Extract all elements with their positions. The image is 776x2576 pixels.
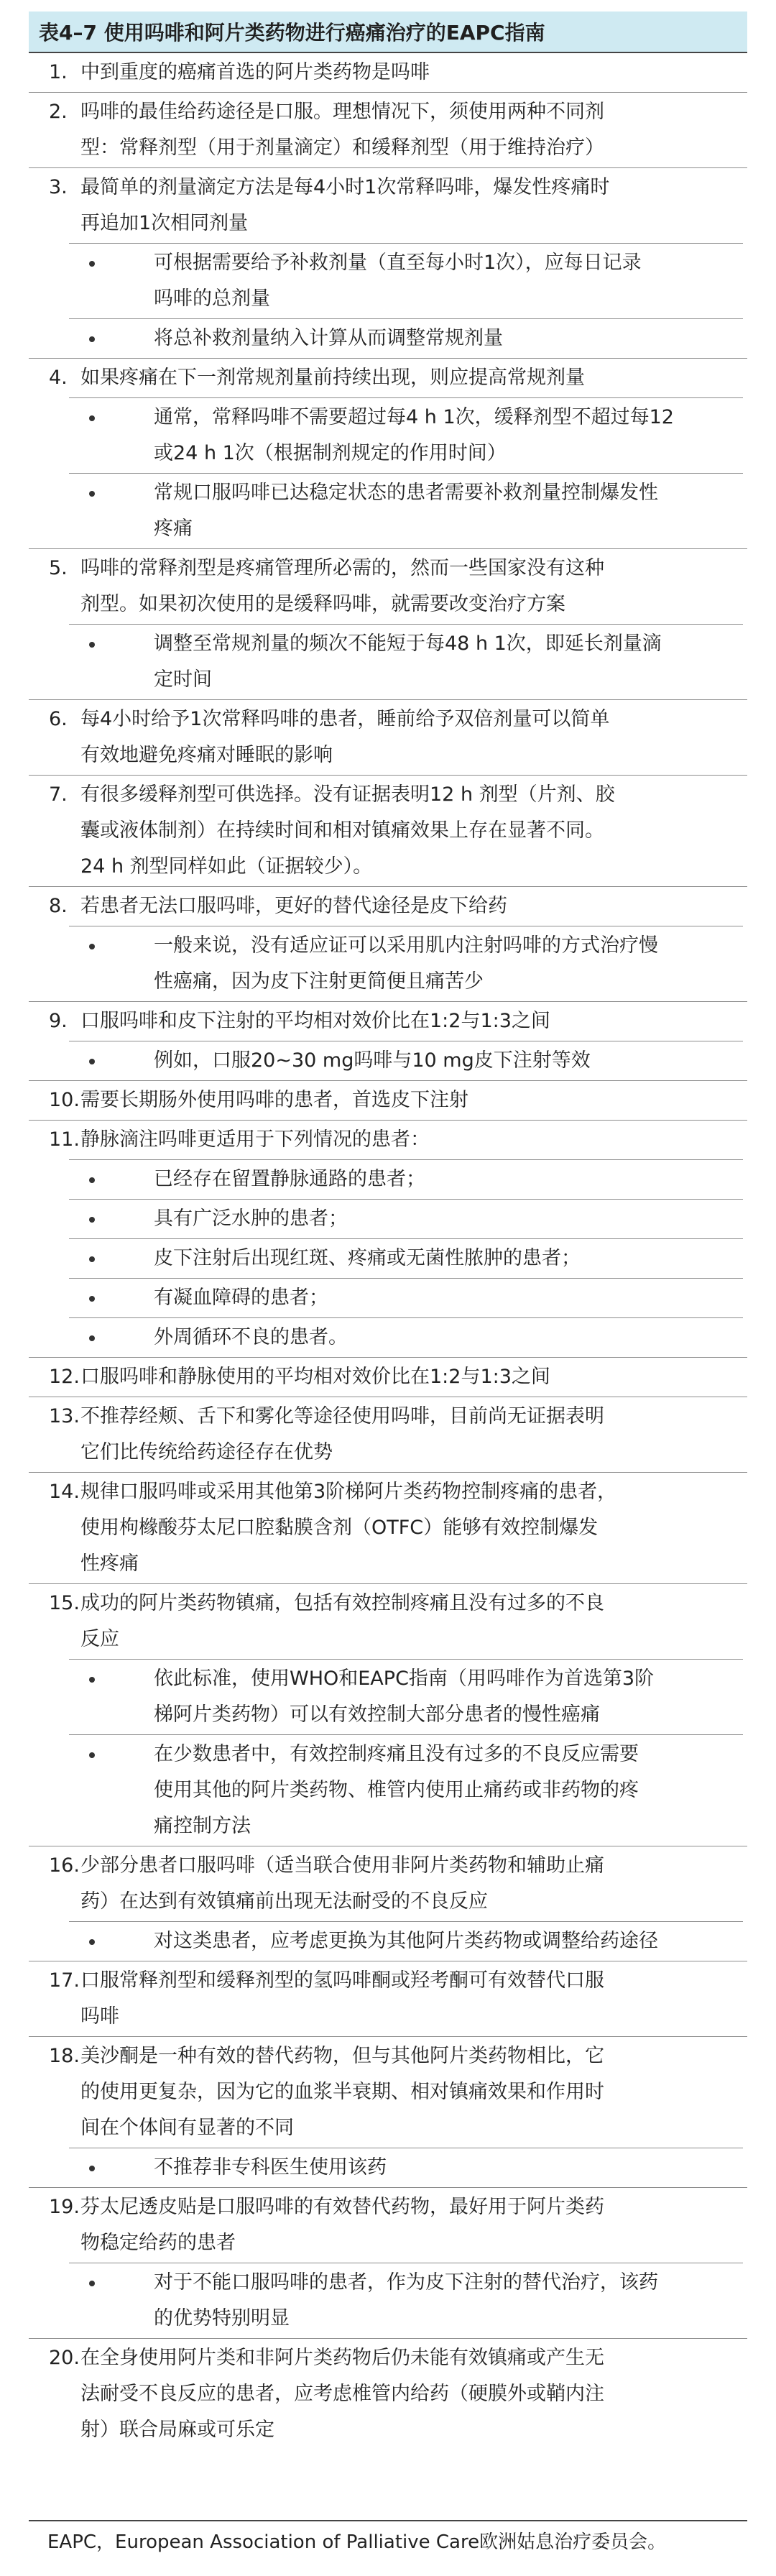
guideline-text-line: 24 h 剂型同样如此（证据较少）。	[80, 855, 373, 878]
guideline-text-line: 它们比传统给药途径存在优势	[80, 1441, 333, 1463]
guideline-text-line: 4. 如果疼痛在下一剂常规剂量前持续出现，则应提高常规剂量	[49, 360, 743, 396]
row-divider	[69, 1317, 743, 1318]
guideline-bullet	[69, 1201, 743, 1237]
bullet-text-line: 具有广泛水肿的患者；	[154, 1208, 348, 1230]
guideline-text-line: 8. 若患者无法口服吗啡，更好的替代途径是皮下给药	[49, 888, 743, 924]
row-divider	[29, 1001, 747, 1002]
guideline-item	[29, 1082, 747, 1118]
bullet-text-line: 例如，口服20~30 mg吗啡与10 mg皮下注射等效	[154, 1049, 591, 1072]
bullet-text-line: 皮下注射后出现红斑、疼痛或无菌性脓肿的患者；	[154, 1247, 581, 1269]
top-rule	[29, 52, 747, 53]
bullet-dot-icon	[89, 336, 95, 342]
bullet-text-line: 已经存在留置静脉通路的患者；	[154, 1168, 425, 1190]
guideline-bullet-list	[49, 1921, 743, 1959]
guideline-number: 16.	[49, 1854, 80, 1877]
guideline-item	[29, 1963, 747, 2035]
guideline-number: 9.	[49, 1010, 68, 1032]
bullet-text-line: 将总补救剂量纳入计算从而调整常规剂量	[154, 327, 503, 349]
guideline-text-line: 1. 中到重度的癌痛首选的阿片类药物是吗啡	[49, 55, 743, 91]
guideline-text-line: 13. 不推荐经颊、舌下和雾化等途径使用吗啡，目前尚无证据表明	[49, 1399, 743, 1435]
bullet-dot-icon	[89, 2166, 95, 2171]
guideline-number: 13.	[49, 1405, 80, 1427]
guideline-text-line: 使用枸橼酸芬太尼口腔黏膜含剂（OTFC）能够有效控制爆发	[80, 1517, 599, 1539]
table-title: 表4–7 使用吗啡和阿片类药物进行癌痛治疗的EAPC指南	[39, 21, 545, 45]
guideline-item	[29, 1003, 747, 1079]
guideline-text-line: 12. 口服吗啡和静脉使用的平均相对效价比在1:2与1:3之间	[49, 1359, 743, 1395]
guideline-text-line: 17. 口服常释剂型和缓释剂型的氢吗啡酮或羟考酮可有效替代口服	[49, 1963, 743, 1999]
bullet-text-line: 可根据需要给予补救剂量（直至每小时1次），应每日记录	[154, 252, 642, 274]
bullet-dot-icon	[89, 1256, 95, 1262]
guideline-bullet	[69, 475, 743, 547]
row-divider	[69, 1659, 743, 1660]
bullet-dot-icon	[89, 1059, 95, 1064]
guideline-text-line: 15. 成功的阿片类药物镇痛，包括有效控制疼痛且没有过多的不良	[49, 1586, 743, 1622]
guideline-bullet	[69, 2265, 743, 2337]
guideline-text-line: 物稳定给药的患者	[80, 2232, 236, 2254]
bullet-text-line: 有凝血障碍的患者；	[154, 1287, 328, 1309]
bullet-text-line: 依此标准，使用WHO和EAPC指南（用吗啡作为首选第3阶	[154, 1668, 655, 1690]
guideline-number: 12.	[49, 1366, 80, 1388]
guideline-bullet-list	[49, 1659, 743, 1844]
guideline-text-line: 18. 美沙酮是一种有效的替代药物，但与其他阿片类药物相比，它	[49, 2038, 743, 2074]
guideline-number: 4.	[49, 367, 68, 389]
guideline-bullet	[69, 1162, 743, 1197]
guideline-bullet	[69, 2150, 743, 2186]
guideline-bullet-list	[49, 624, 743, 698]
guideline-bullet-list	[49, 243, 743, 356]
table-footnote: EAPC，European Association of Palliative Care欧洲姑息治疗委员会。	[47, 2531, 667, 2553]
bullet-text-line: 对这类患者，应考虑更换为其他阿片类药物或调整给药途径	[154, 1930, 658, 1952]
guideline-bullet-list	[49, 1041, 743, 1079]
bullet-dot-icon	[89, 491, 95, 497]
bullet-text-line: 调整至常规剂量的频次不能短于每48 h 1次，即延长剂量滴	[154, 632, 662, 655]
guideline-item	[29, 1474, 747, 1582]
row-divider	[69, 243, 743, 244]
guideline-bullet	[69, 1043, 743, 1079]
bullet-text-line: 不推荐非专科医生使用该药	[154, 2156, 387, 2179]
bullet-text-line: 使用其他的阿片类药物、椎管内使用止痛药或非药物的疼	[154, 1779, 639, 1801]
guideline-text-line: 性疼痛	[80, 1552, 139, 1575]
row-divider	[29, 1120, 747, 1121]
guideline-bullet	[69, 626, 743, 698]
guideline-text-line: 囊或液体制剂）在持续时间和相对镇痛效果上存在显著不同。	[80, 819, 604, 842]
bullet-dot-icon	[89, 1939, 95, 1945]
guideline-text-line: 10. 需要长期肠外使用吗啡的患者，首选皮下注射	[49, 1082, 743, 1118]
guideline-bullet	[69, 1923, 743, 1959]
guideline-item	[29, 170, 747, 356]
guideline-bullet	[69, 321, 743, 356]
bullet-dot-icon	[89, 1335, 95, 1341]
bullet-text-line: 外周循环不良的患者。	[154, 1326, 348, 1348]
bullet-text-line: 定时间	[154, 668, 212, 691]
guideline-text-line: 药）在达到有效镇痛前出现无法耐受的不良反应	[80, 1890, 488, 1913]
guideline-bullet	[69, 1320, 743, 1356]
row-divider	[69, 1238, 743, 1239]
guideline-item	[29, 777, 747, 885]
guideline-bullet-list	[49, 2263, 743, 2337]
guideline-item	[29, 1122, 747, 1356]
row-divider	[29, 1583, 747, 1584]
row-divider	[29, 167, 747, 168]
bullet-dot-icon	[89, 642, 95, 648]
guideline-bullet	[69, 928, 743, 1000]
row-divider	[69, 397, 743, 398]
bullet-dot-icon	[89, 1217, 95, 1223]
guideline-number: 11.	[49, 1128, 80, 1151]
bullet-text-line: 疼痛	[154, 518, 193, 540]
guideline-text-line: 剂型。如果初次使用的是缓释吗啡，就需要改变治疗方案	[80, 593, 565, 615]
guideline-number: 3.	[49, 176, 68, 198]
bullet-dot-icon	[89, 1296, 95, 1302]
guideline-number: 6.	[49, 708, 68, 730]
guideline-text-line: 9. 口服吗啡和皮下注射的平均相对效价比在1:2与1:3之间	[49, 1003, 743, 1039]
bullet-text-line: 常规口服吗啡已达稳定状态的患者需要补救剂量控制爆发性	[154, 482, 658, 504]
bottom-rule	[29, 2520, 747, 2521]
row-divider	[29, 1472, 747, 1473]
guideline-number: 17.	[49, 1969, 80, 1992]
guideline-text-line: 14. 规律口服吗啡或采用其他第3阶梯阿片类药物控制疼痛的患者，	[49, 1474, 743, 1510]
guideline-bullet-list	[49, 397, 743, 547]
guideline-bullet-list	[49, 1159, 743, 1356]
guideline-bullet	[69, 400, 743, 472]
bullet-dot-icon	[89, 944, 95, 949]
guideline-item	[29, 1848, 747, 1959]
guideline-bullet-list	[49, 926, 743, 1000]
guideline-text-line: 射）联合局麻或可乐定	[80, 2419, 274, 2441]
row-divider	[29, 548, 747, 549]
row-divider	[29, 92, 747, 93]
row-divider	[69, 473, 743, 474]
guideline-text-line: 7. 有很多缓释剂型可供选择。没有证据表明12 h 剂型（片剂、胶	[49, 777, 743, 813]
bullet-dot-icon	[89, 1677, 95, 1683]
guideline-item	[29, 1586, 747, 1844]
guideline-text-line: 19. 芬太尼透皮贴是口服吗啡的有效替代药物，最好用于阿片类药	[49, 2189, 743, 2225]
guideline-number: 20.	[49, 2347, 80, 2369]
row-divider	[29, 2187, 747, 2188]
guideline-text-line: 型：常释剂型（用于剂量滴定）和缓释剂型（用于维持治疗）	[80, 137, 604, 159]
row-divider	[29, 2338, 747, 2339]
bullet-dot-icon	[89, 415, 95, 421]
guideline-text-line: 的使用更复杂，因为它的血浆半衰期、相对镇痛效果和作用时	[80, 2081, 604, 2103]
guideline-item	[29, 2340, 747, 2448]
row-divider	[69, 318, 743, 319]
guideline-text-line: 6. 每4小时给予1次常释吗啡的患者，睡前给予双倍剂量可以简单	[49, 702, 743, 737]
guideline-item	[29, 551, 747, 698]
row-divider	[29, 775, 747, 776]
row-divider	[29, 699, 747, 700]
guideline-bullet	[69, 245, 743, 317]
guideline-number: 14.	[49, 1481, 80, 1503]
guideline-bullet	[69, 1736, 743, 1844]
bullet-text-line: 痛控制方法	[154, 1815, 251, 1837]
guideline-number: 8.	[49, 895, 68, 917]
table-body	[29, 55, 747, 2448]
bullet-text-line: 性癌痛，因为皮下注射更简便且痛苦少	[154, 970, 484, 993]
guideline-text-line: 再追加1次相同剂量	[80, 212, 249, 234]
guideline-item	[29, 360, 747, 547]
bullet-text-line: 一般来说，没有适应证可以采用肌内注射吗啡的方式治疗慢	[154, 934, 658, 957]
row-divider	[29, 1080, 747, 1081]
guideline-bullet	[69, 1280, 743, 1316]
guideline-text-line: 3. 最简单的剂量滴定方法是每4小时1次常释吗啡，爆发性疼痛时	[49, 170, 743, 206]
row-divider	[69, 1159, 743, 1160]
guideline-number: 18.	[49, 2045, 80, 2067]
guideline-item	[29, 1359, 747, 1395]
guideline-text-line: 2. 吗啡的最佳给药途径是口服。理想情况下，须使用两种不同剂	[49, 94, 743, 130]
bullet-dot-icon	[89, 1752, 95, 1758]
guideline-number: 10.	[49, 1089, 80, 1111]
guideline-item	[29, 94, 747, 166]
row-divider	[29, 2036, 747, 2037]
row-divider	[69, 1921, 743, 1922]
guideline-number: 15.	[49, 1592, 80, 1614]
row-divider	[69, 1278, 743, 1279]
bullet-dot-icon	[89, 2281, 95, 2286]
guideline-text-line: 11. 静脉滴注吗啡更适用于下列情况的患者：	[49, 1122, 743, 1158]
guideline-item	[29, 2038, 747, 2186]
guideline-text-line: 5. 吗啡的常释剂型是疼痛管理所必需的，然而一些国家没有这种	[49, 551, 743, 586]
guideline-number: 5.	[49, 557, 68, 579]
guideline-text-line: 反应	[80, 1628, 119, 1650]
row-divider	[29, 358, 747, 359]
table-title-bar	[29, 12, 747, 52]
guideline-number: 7.	[49, 783, 68, 806]
guideline-text-line: 法耐受不良反应的患者，应考虑椎管内给药（硬膜外或鞘内注	[80, 2383, 604, 2405]
bullet-text-line: 或24 h 1次（根据制剂规定的作用时间）	[154, 442, 507, 464]
guideline-item	[29, 702, 747, 773]
guideline-item	[29, 888, 747, 1000]
guideline-text-line: 间在个体间有显著的不同	[80, 2117, 294, 2139]
row-divider	[69, 1734, 743, 1735]
bullet-text-line: 在少数患者中，有效控制疼痛且没有过多的不良反应需要	[154, 1743, 639, 1765]
guideline-bullet	[69, 1241, 743, 1276]
guideline-text-line: 16. 少部分患者口服吗啡（适当联合使用非阿片类药物和辅助止痛	[49, 1848, 743, 1884]
guideline-number: 2.	[49, 101, 68, 123]
bullet-text-line: 梯阿片类药物）可以有效控制大部分患者的慢性癌痛	[154, 1703, 600, 1726]
row-divider	[69, 1199, 743, 1200]
guideline-item	[29, 2189, 747, 2337]
guideline-item	[29, 1399, 747, 1471]
bullet-dot-icon	[89, 1177, 95, 1183]
row-divider	[29, 1357, 747, 1358]
row-divider	[69, 624, 743, 625]
bullet-text-line: 吗啡的总剂量	[154, 288, 270, 310]
bullet-text-line: 的优势特别明显	[154, 2307, 290, 2329]
guideline-item	[29, 55, 747, 91]
row-divider	[29, 886, 747, 887]
guideline-text-line: 吗啡	[80, 2005, 119, 2028]
bullet-text-line: 通常，常释吗啡不需要超过每4 h 1次，缓释剂型不超过每12	[154, 406, 674, 428]
bullet-dot-icon	[89, 261, 95, 267]
guideline-bullet-list	[49, 2148, 743, 2186]
guideline-number: 1.	[49, 61, 68, 83]
guideline-bullet	[69, 1661, 743, 1733]
bullet-text-line: 对于不能口服吗啡的患者，作为皮下注射的替代治疗，该药	[154, 2271, 658, 2294]
guideline-text-line: 有效地避免疼痛对睡眠的影响	[80, 744, 333, 766]
guideline-text-line: 20. 在全身使用阿片类和非阿片类药物后仍未能有效镇痛或产生无	[49, 2340, 743, 2376]
guideline-number: 19.	[49, 2196, 80, 2218]
